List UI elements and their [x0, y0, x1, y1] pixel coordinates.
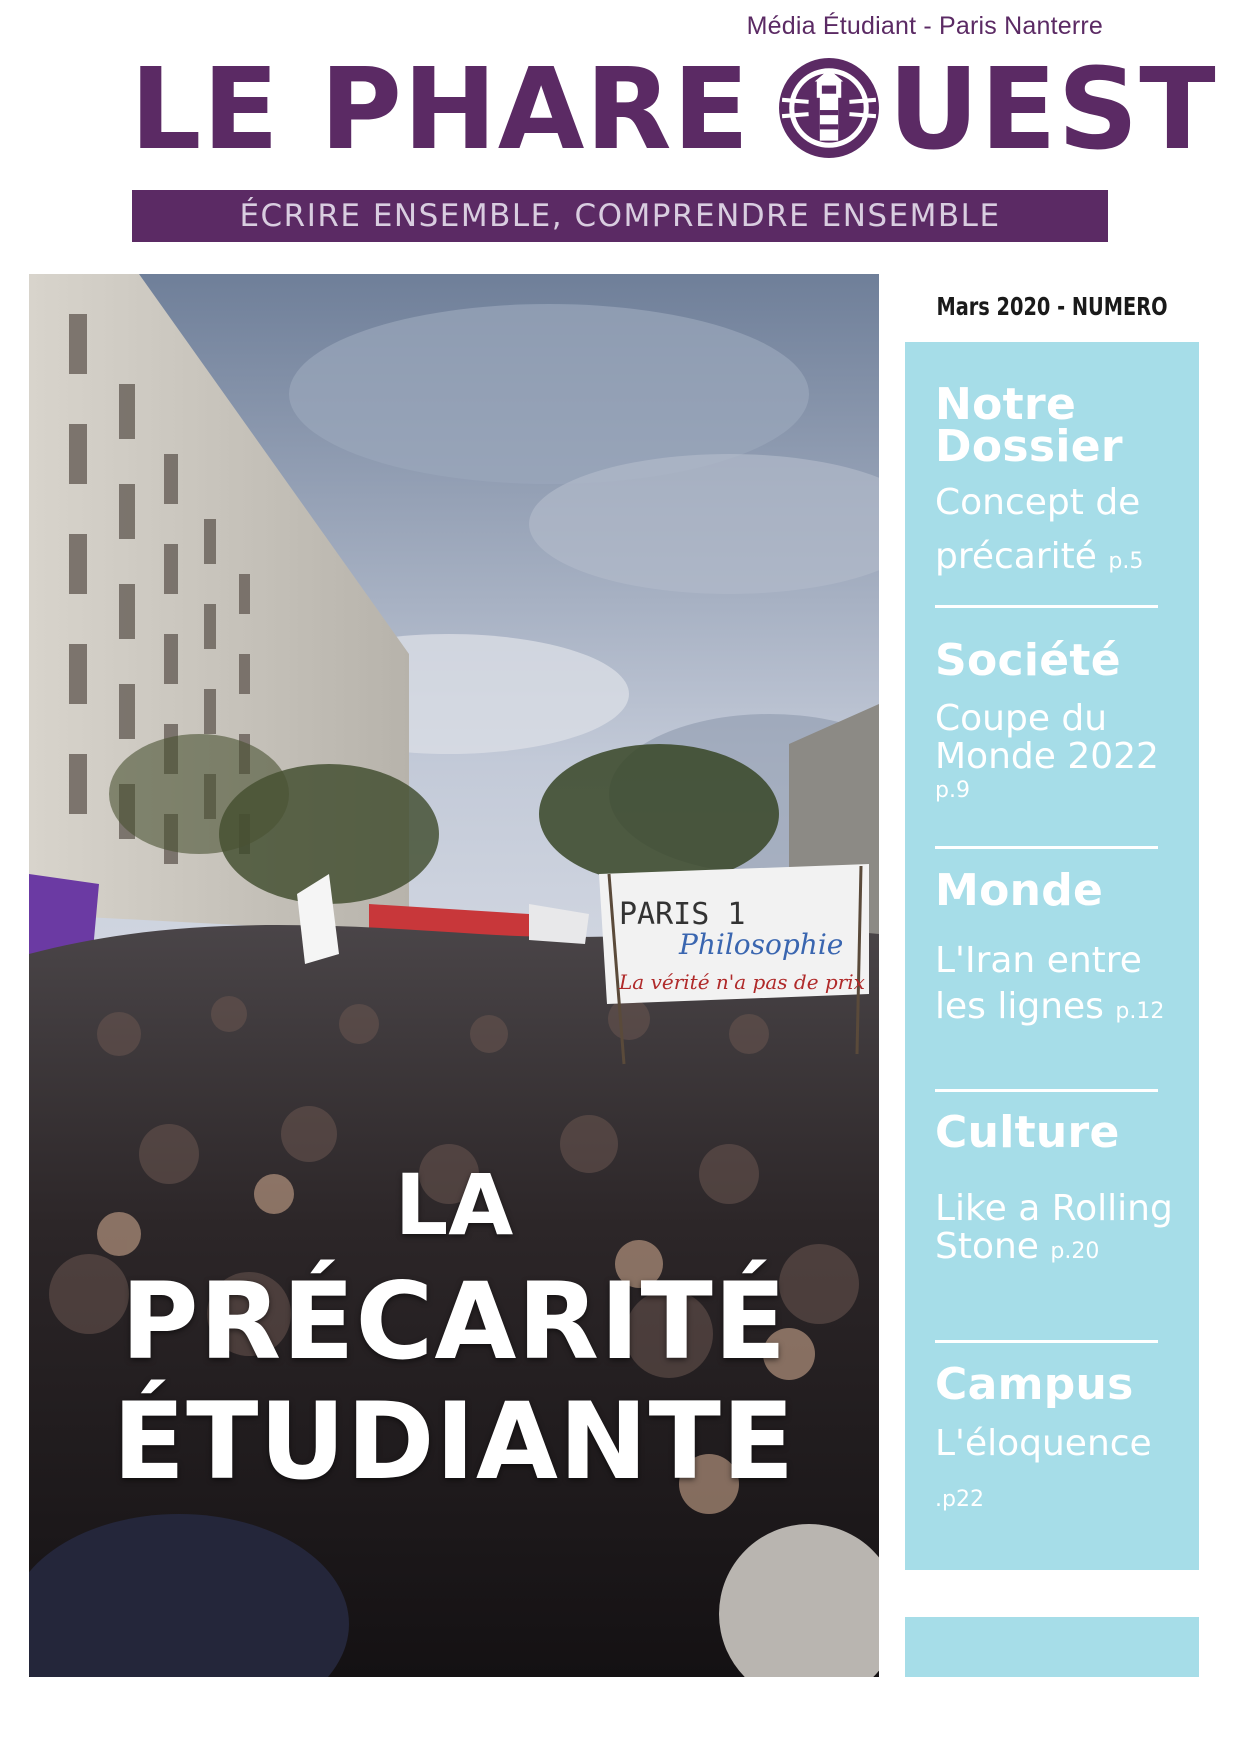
masthead-part1: LE PHARE [130, 45, 751, 175]
toc-page-number: p.12 [1115, 999, 1165, 1024]
toc-section-title: Notre Dossier [935, 379, 1123, 472]
headline-line-2: PRÉCARITÉ [120, 1260, 788, 1383]
toc-section-article: Coupe du Monde 2022 p.9 [935, 700, 1193, 806]
toc-section-title: Culture [935, 1107, 1120, 1158]
masthead-part2: UEST [888, 45, 1217, 175]
toc-divider [935, 846, 1158, 849]
toc-section-monde[interactable] [935, 865, 1193, 1035]
toc-section-societe[interactable] [935, 635, 1193, 806]
headline-line-3: ÉTUDIANTE [112, 1380, 796, 1503]
headline-line-1: LA [394, 1156, 514, 1254]
banner-text-paris: PARIS 1 [619, 897, 746, 932]
media-tagline: Média Étudiant - Paris Nanterre [746, 12, 1103, 40]
toc-section-culture[interactable] [935, 1107, 1193, 1271]
banner-text-philosophie: Philosophie [679, 928, 844, 961]
toc-section-article: L'Iran entre les lignes p.12 [935, 940, 1165, 1027]
toc-page-number: p.20 [1050, 1239, 1100, 1264]
toc-divider [935, 1089, 1158, 1092]
table-of-contents [905, 342, 1199, 1570]
toc-section-article: Concept de précarité p.5 [935, 482, 1144, 577]
toc-page-number: p.9 [935, 778, 970, 803]
toc-divider [935, 605, 1158, 608]
issue-label: Mars 2020 - NUMERO [926, 274, 1179, 340]
toc-section-article: L'éloquence .p22 [935, 1416, 1193, 1528]
slogan-bar: ÉCRIRE ENSEMBLE, COMPRENDRE ENSEMBLE [132, 190, 1108, 242]
toc-divider [935, 1340, 1158, 1343]
toc-section-article: Like a Rolling Stone p.20 [935, 1188, 1173, 1267]
toc-bottom-bar [905, 1617, 1199, 1677]
toc-section-title: Société [935, 635, 1121, 686]
toc-section-campus[interactable] [935, 1359, 1193, 1528]
toc-section-dossier[interactable] [935, 379, 1193, 589]
toc-page-number: .p22 [935, 1487, 984, 1512]
banner-text-verite: La vérité n'a pas de prix [619, 970, 865, 994]
lighthouse-icon [778, 57, 880, 159]
toc-section-title: Campus [935, 1359, 1134, 1410]
toc-page-number: p.5 [1108, 549, 1144, 574]
masthead-title [130, 45, 1217, 175]
toc-section-title: Monde [935, 865, 1104, 916]
